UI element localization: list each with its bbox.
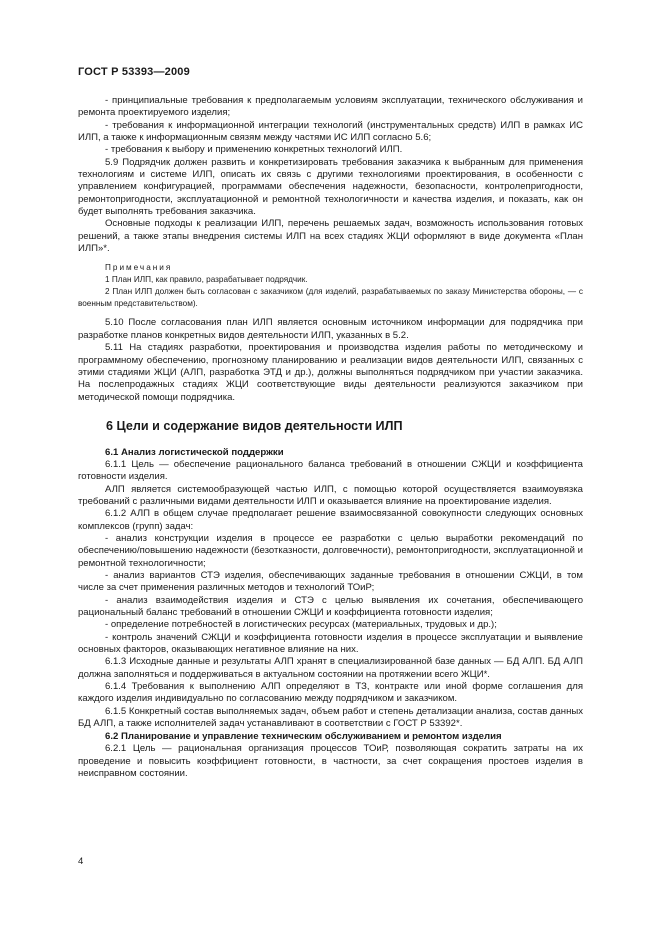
- paragraph-6-1-2: 6.1.2 АЛП в общем случае предполагает решение взаимосвязанной совокупности следующих основных комплексов (групп) задач:: [78, 508, 583, 532]
- note-item: 1 План ИЛП, как правило, разрабатывает подрядчик.: [105, 275, 308, 285]
- paragraph: Основные подходы к реализации ИЛП, перечень решаемых задач, возможность использования готовых решений, а также этапы внедрения системы ИЛП на всех стадиях ЖЦИ оформляют в виде документа «План ИЛП»*.: [78, 218, 583, 255]
- bullet-item: - контроль значений СЖЦИ и коэффициента готовности изделия в процессе эксплуатации и выявление основных факторов, оказывающих негативное влияние на них.: [78, 631, 583, 656]
- paragraph-6-1-5: 6.1.5 Конкретный состав выполняемых задач, объем работ и степень детализации анализа, состав данных БД АЛП, а также исполнителей задач устанавливают в соответствии с ГОСТ Р 53392*.: [78, 705, 583, 730]
- bullet-item: - определение потребностей в логистических ресурсах (материальных, трудовых и др.);: [105, 619, 497, 631]
- note-item: 2 План ИЛП должен быть согласован с заказчиком (для изделий, разрабатываемых по заказу Министерства обороны, — с военным представительством).: [78, 287, 583, 309]
- paragraph-5-9: 5.9 Подрядчик должен развить и конкретизировать требования заказчика к выбранным для применения технологиям и системе ИЛП, описать их связь с другими технологиями проектирования, в особенности с управлением конфигурацией, программами обеспечения надежности, безопасности, контролепригодности, ремонтопригодности, эксплуатационной и ремонтной технологичности и качества изделия, и показать, как он будет выполнять требования заказчика.: [78, 156, 583, 218]
- page-number: 4: [78, 856, 84, 867]
- standard-header: ГОСТ Р 53393—2009: [78, 66, 190, 78]
- paragraph-6-1-1: 6.1.1 Цель — обеспечение рационального баланса требований в отношении СЖЦИ и коэффициента готовности изделия.: [78, 458, 583, 483]
- bullet-item: - требования к информационной интеграции технологий (инструментальных средств) ИЛП в рамках ИС ИЛП, а также к информационным связям между частями ИС ИЛП согласно 5.6;: [78, 119, 583, 144]
- section-heading: 6 Цели и содержание видов деятельности ИЛП: [106, 418, 403, 433]
- bullet-item: - анализ взаимодействия изделия и СТЭ с целью выявления их сочетания, обеспечивающего рациональный баланс требований в отношении СЖЦИ и коэффициента готовности изделия;: [78, 594, 583, 618]
- paragraph-6-1-4: 6.1.4 Требования к выполнению АЛП определяют в ТЗ, контракте или иной форме соглашения для каждого изделия индивидуально по согласованию между подрядчиком и заказчиком.: [78, 681, 583, 705]
- subsection-heading: 6.1 Анализ логистической поддержки: [105, 446, 284, 458]
- paragraph-5-10: 5.10 После согласования план ИЛП является основным источником информации для подрядчика при разработке планов конкретных видов деятельности ИЛП, указанных в 5.2.: [78, 317, 583, 341]
- paragraph-5-11: 5.11 На стадиях разработки, проектирования и производства изделия работы по методическому и программному обеспечению, прогнозному планированию и реализации видов деятельности ИЛП, связанных с этими стадиями ЖЦИ (АЛП, разработка ЭТД и др.), должны выполняться подрядчиком при участии заказчика. На послепродажных стадиях ЖЦИ соответствующие виды деятельности реализуются заказчиком при методической помощи подрядчика.: [78, 342, 583, 403]
- paragraph: АЛП является системообразующей частью ИЛП, с помощью которой осуществляется взаимоувязка требований с различными видами деятельности ИЛП и оказывается влияние на проектирование изделия.: [78, 483, 583, 507]
- bullet-item: - анализ конструкции изделия в процессе ее разработки с целью выработки рекомендаций по обеспечению/повышению надежности (безотказности, долговечности), ремонтопригодности, эксплуатационной и ремонтной технологичности;: [78, 532, 583, 569]
- paragraph-6-1-3: 6.1.3 Исходные данные и результаты АЛП хранят в специализированной базе данных — БД АЛП. БД АЛП должна заполняться и поддерживаться в актуальном состоянии на протяжении всего ЖЦИ*.: [78, 656, 583, 680]
- notes-title: Примечания: [105, 263, 173, 273]
- paragraph-6-2-1: 6.2.1 Цель — рациональная организация процессов ТОиР, позволяющая сократить затраты на их проведение и повысить коэффициент готовности, в частности, за счет сокращения простоев изделия в неисправном состоянии.: [78, 743, 583, 780]
- body-text: [78, 95, 583, 780]
- bullet-item: - анализ вариантов СТЭ изделия, обеспечивающих заданные требования в отношении СЖЦИ, в том числе за счет применения различных методов и технологий ТОиР;: [78, 569, 583, 594]
- bullet-item: - требования к выбору и применению конкретных технологий ИЛП.: [105, 144, 403, 156]
- subsection-heading: 6.2 Планирование и управление техническим обслуживанием и ремонтом изделия: [105, 731, 502, 743]
- bullet-item: - принципиальные требования к предполагаемым условиям эксплуатации, технического обслуживания и ремонта проектируемого изделия;: [78, 95, 583, 119]
